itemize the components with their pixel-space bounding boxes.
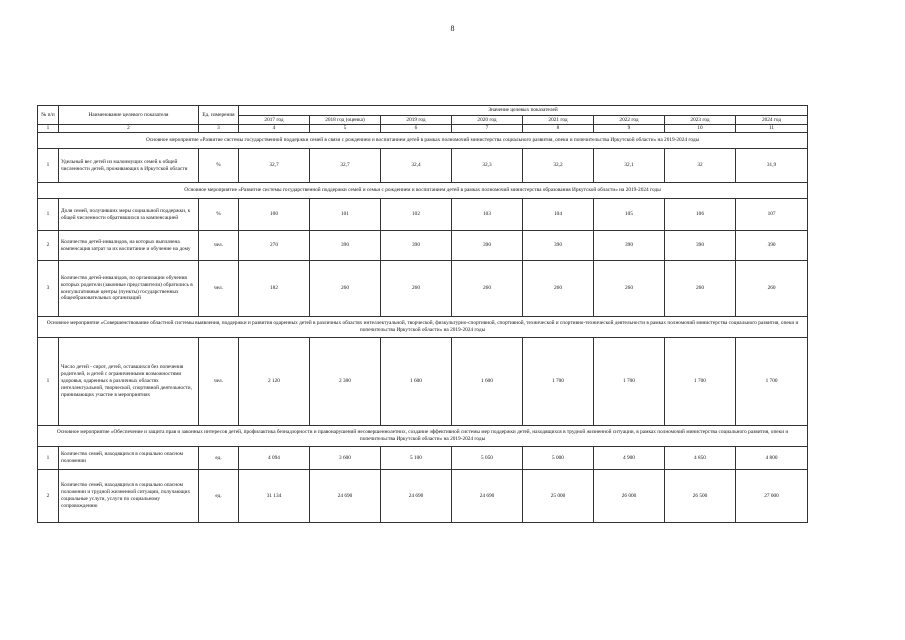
value-cell: 27 000 bbox=[736, 470, 808, 523]
value-cell: 260 bbox=[594, 261, 665, 317]
table-row bbox=[38, 338, 808, 426]
value-cell: 260 bbox=[381, 261, 452, 317]
value-cell: 1 600 bbox=[381, 338, 452, 426]
row-num: 1 bbox=[38, 447, 59, 470]
value-cell: 104 bbox=[523, 199, 594, 231]
value-cell: 1 600 bbox=[452, 338, 523, 426]
value-cell: 5 100 bbox=[381, 447, 452, 470]
value-cell: 4 094 bbox=[239, 447, 310, 470]
indicator-name: Доля семей, получивших меры социальной поддержки, к общей численности обратившихся за компенсацией bbox=[59, 199, 199, 231]
value-cell: 26 500 bbox=[665, 470, 736, 523]
value-cell: 2 300 bbox=[310, 338, 381, 426]
unit: чел. bbox=[199, 231, 239, 261]
value-cell: 3 600 bbox=[310, 447, 381, 470]
indicator-name: Число детей - сирот, детей, оставшихся без попечения родителей, и детей с ограниченными возможностями здоровья, одаренных в различных областях интеллектуальной, творческой, спортивной деятельности, принимающих участие в мероприятиях bbox=[59, 338, 199, 426]
row-num: 1 bbox=[38, 199, 59, 231]
indicator-name: Количество детей-инвалидов, на которых выплачена компенсация затрат за их воспитание и обучение на дому bbox=[59, 231, 199, 261]
column-number: 4 bbox=[239, 125, 310, 133]
value-cell: 390 bbox=[523, 231, 594, 261]
value-cell: 24 690 bbox=[381, 470, 452, 523]
section-title: Основное мероприятие «Совершенствование областной системы выявления, поддержки и развития одаренных детей в различных областях интеллектуальной, творческой, физкультурно-спортивной, спортивной, технической и спортивно-технической деятельности в рамках полномочий министерства социального развития, опеки и попечительства Иркутской области» на 2019-2024 годы bbox=[38, 317, 808, 338]
value-cell: 390 bbox=[452, 231, 523, 261]
unit: % bbox=[199, 149, 239, 183]
header-unit: Ед. измерения bbox=[199, 106, 239, 125]
header-year: 2018 год (оценка) bbox=[310, 116, 381, 125]
header-num: № п/п bbox=[38, 106, 59, 125]
header-year: 2019 год bbox=[381, 116, 452, 125]
value-cell: 260 bbox=[736, 261, 808, 317]
value-cell: 1 700 bbox=[523, 338, 594, 426]
row-num: 2 bbox=[38, 470, 59, 523]
value-cell: 4 900 bbox=[594, 447, 665, 470]
header-values-group: Значение целевых показателей bbox=[239, 106, 808, 116]
unit: ед. bbox=[199, 447, 239, 470]
value-cell: 32 bbox=[665, 149, 736, 183]
indicator-name: Удельный вес детей из малоимущих семей к общей численности детей, проживающих в Иркутской области bbox=[59, 149, 199, 183]
value-cell: 4 850 bbox=[665, 447, 736, 470]
column-number: 5 bbox=[310, 125, 381, 133]
indicator-name: Количество семей, находящихся в социально опасном положении bbox=[59, 447, 199, 470]
value-cell: 1 700 bbox=[665, 338, 736, 426]
column-number: 11 bbox=[736, 125, 808, 133]
row-num: 3 bbox=[38, 261, 59, 317]
value-cell: 26 000 bbox=[594, 470, 665, 523]
header-year: 2017 год bbox=[239, 116, 310, 125]
table-row bbox=[38, 199, 808, 231]
value-cell: 32,7 bbox=[239, 149, 310, 183]
value-cell: 270 bbox=[239, 231, 310, 261]
value-cell: 260 bbox=[310, 261, 381, 317]
indicator-name: Количество семей, находящихся в социально опасном положении и трудной жизненной ситуации, получающих социальные услуги, услуги по социальному сопровождению bbox=[59, 470, 199, 523]
unit: чел. bbox=[199, 261, 239, 317]
value-cell: 1 700 bbox=[594, 338, 665, 426]
value-cell: 260 bbox=[665, 261, 736, 317]
value-cell: 106 bbox=[665, 199, 736, 231]
value-cell: 32,7 bbox=[310, 149, 381, 183]
indicator-name: Количество детей-инвалидов, по организации обучения которых родители (законные представители) обратились в консультативные центры (пункты) государственных общеобразовательных организаций bbox=[59, 261, 199, 317]
value-cell: 4 800 bbox=[736, 447, 808, 470]
table-row bbox=[38, 447, 808, 470]
header-year: 2024 год bbox=[736, 116, 808, 125]
value-cell: 102 bbox=[381, 199, 452, 231]
value-cell: 31 134 bbox=[239, 470, 310, 523]
value-cell: 32,4 bbox=[381, 149, 452, 183]
value-cell: 5 000 bbox=[523, 447, 594, 470]
value-cell: 100 bbox=[239, 199, 310, 231]
value-cell: 32,1 bbox=[594, 149, 665, 183]
value-cell: 1 700 bbox=[736, 338, 808, 426]
value-cell: 2 120 bbox=[239, 338, 310, 426]
value-cell: 5 050 bbox=[452, 447, 523, 470]
value-cell: 103 bbox=[452, 199, 523, 231]
page-number: 8 bbox=[450, 24, 455, 33]
section-title: Основное мероприятие «Развитие системы государственной поддержки семей в связи с рождением и воспитанием детей в рамках полномочий министерства социального развития, опеки и попечительства Иркутской области» на 2019-2024 годы bbox=[38, 133, 808, 149]
column-number: 2 bbox=[59, 125, 199, 133]
column-number: 8 bbox=[523, 125, 594, 133]
section-title: Основное мероприятие «Развитие системы государственной поддержки семей и семьи с рождением и воспитанием детей в рамках полномочий министерства образования Иркутской области» на 2019-2024 годы bbox=[38, 183, 808, 199]
header-year: 2022 год bbox=[594, 116, 665, 125]
header-year: 2020 год bbox=[452, 116, 523, 125]
column-number: 9 bbox=[594, 125, 665, 133]
column-number: 3 bbox=[199, 125, 239, 133]
unit: чел. bbox=[199, 338, 239, 426]
value-cell: 107 bbox=[736, 199, 808, 231]
header-year: 2023 год bbox=[665, 116, 736, 125]
value-cell: 31,9 bbox=[736, 149, 808, 183]
row-num: 1 bbox=[38, 338, 59, 426]
header-indicator: Наименование целевого показателя bbox=[59, 106, 199, 125]
column-number: 6 bbox=[381, 125, 452, 133]
value-cell: 390 bbox=[310, 231, 381, 261]
value-cell: 260 bbox=[523, 261, 594, 317]
unit: % bbox=[199, 199, 239, 231]
value-cell: 101 bbox=[310, 199, 381, 231]
row-num: 2 bbox=[38, 231, 59, 261]
value-cell: 390 bbox=[594, 231, 665, 261]
value-cell: 24 690 bbox=[310, 470, 381, 523]
value-cell: 260 bbox=[452, 261, 523, 317]
table-row bbox=[38, 470, 808, 523]
section-title: Основное мероприятие «Обеспечение и защита прав и законных интересов детей, профилактика безнадзорности и правонарушений несовершеннолетних, создание эффективной системы мер поддержки детей, находящихся в трудной жизненной ситуации, в рамках полномочий министерства социального развития, опеки и попечительства Иркутской области» на 2019-2024 годы bbox=[38, 426, 808, 447]
value-cell: 390 bbox=[381, 231, 452, 261]
row-num: 1 bbox=[38, 149, 59, 183]
column-number: 7 bbox=[452, 125, 523, 133]
header-year: 2021 год bbox=[523, 116, 594, 125]
table-row bbox=[38, 149, 808, 183]
value-cell: 24 690 bbox=[452, 470, 523, 523]
value-cell: 390 bbox=[736, 231, 808, 261]
value-cell: 105 bbox=[594, 199, 665, 231]
indicators-table bbox=[37, 105, 808, 523]
column-number: 1 bbox=[38, 125, 59, 133]
table-row bbox=[38, 231, 808, 261]
unit: ед. bbox=[199, 470, 239, 523]
value-cell: 390 bbox=[665, 231, 736, 261]
table-row bbox=[38, 261, 808, 317]
value-cell: 25 000 bbox=[523, 470, 594, 523]
column-number: 10 bbox=[665, 125, 736, 133]
value-cell: 32,3 bbox=[452, 149, 523, 183]
value-cell: 182 bbox=[239, 261, 310, 317]
value-cell: 32,2 bbox=[523, 149, 594, 183]
